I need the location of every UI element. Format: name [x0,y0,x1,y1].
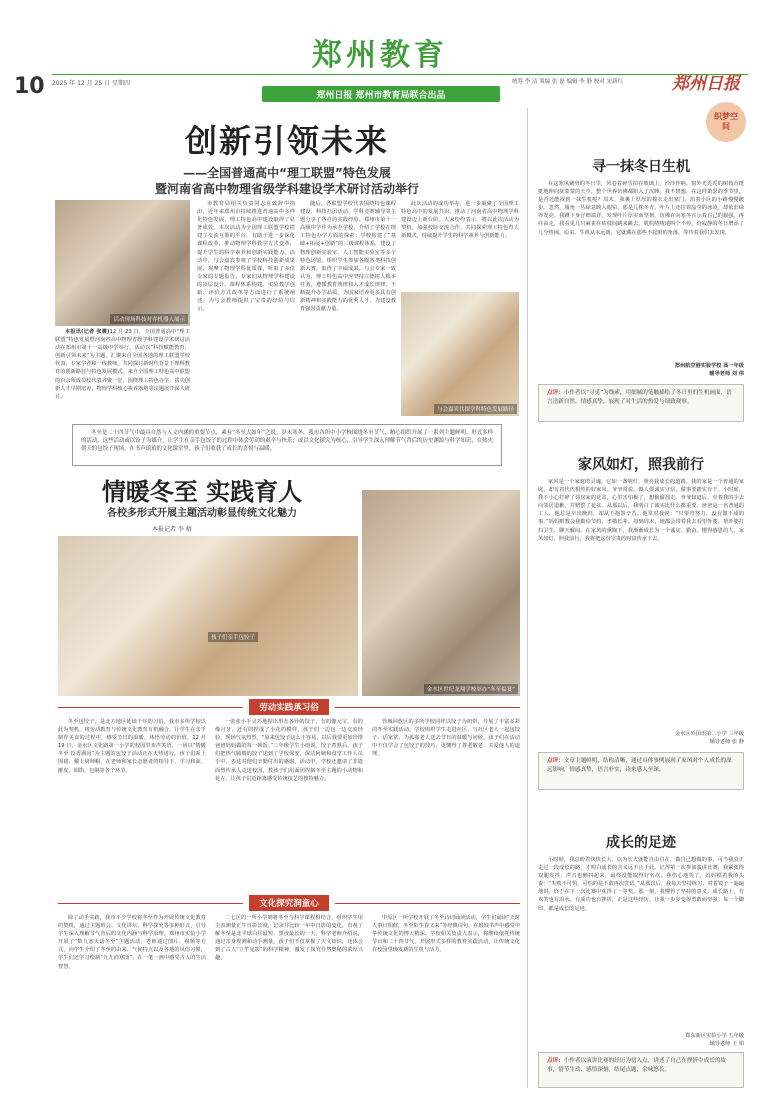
article-body [538,180,744,360]
lead-col-2 [197,200,295,416]
newspaper-logo: 郑州日报 [672,74,740,94]
labor-col-2 [215,718,363,888]
section-header-culture [58,896,520,910]
masthead [0,0,761,108]
teacher: 辅导老师 张 静 [709,739,744,745]
header-green-rule [52,74,748,75]
article-body-text: 小时候，我总盼着快快长大，以为长大就能自由自在，做自己想做的事。可当我真正走过一段成长的路，才明白成长的含义远不止于此。记得第一次参加演讲比赛，我紧张得双腿发抖，声音也颤抖起来，最终没能取得好名次。我伤心地哭了，妈妈摸着我的头说：“失败不可怕，可怕的是不敢再次尝试。”从那以后，我每天坚持练习，对着镜子一遍遍地讲，终于在下一次比赛中获得了一等奖。那一刻，我懂得了坚持的意义。成长路上，有欢笑也有泪水，有成功也有挫折，正是这些经历，让我一步步变得勇敢而坚强。每一个脚印，都是成长的足迹。 [538,857,744,912]
photo-caption: 金水区世纪龙翔学校举办“冬至福宴” [424,684,518,694]
photo-caption: 孩子们亲手包饺子 [208,632,258,642]
culture-col-1-text: 除了动手实践，我市不少学校将冬至作为开展传统文化教育的契机，通过主题班会、文化讲坛、科学探究等多种形式，引导学生深入理解节气背后的文化内涵与科学原理。郑州市实验小学开展了“数九寒天话冬至”主题活动，老师通过图片、视频等方式，向学生介绍了冬至的由来、气候特点以及各地的风俗习惯，学生们还学习绘制“九九消寒图”，在一笔一画中感受古人的生活智慧。 [58,915,206,970]
issue-date: 2025 年 12 月 25 日 星期四 [52,80,130,87]
lead-photo-guests [401,292,519,416]
article-body-text: 在这寒风刺骨的冬日里，风卷着碎雪拍在玻璃上，沙沙作响。窗外光秃秃的树枝直挺挺地伸向灰蒙蒙的天空，整个世界仿佛都陷入了沉睡。我不禁想，在这样萧瑟的季节里，是否还能找到一抹生机呢？周末，我裹上厚厚的棉衣走出家门，沿着小区的小路慢慢踱步。忽然，墙角一丛绿意映入眼帘，那是几株冬青，叶片上还挂着晶莹的冰凌，却依旧绿得发亮。我蹲下身仔细端详，发现叶片厚实而坚韧，仿佛在向寒冬宣示着自己的倔强。再往前走，我看见几只麻雀在枯枝间跳来跳去，叽叽喳喳地叫个不停，给寂静的冬日增添了几分热闹。原来，生机从未远离，它就藏在那些不起眼的角落，等待着我们去发现。 [538,181,744,236]
feature-photo-feast [362,490,520,696]
feature-photo-dumplings [58,536,358,696]
header-band-text: 郑州日报 郑州市教育局联合出品 [316,91,446,101]
column-divider [527,108,528,1088]
feature-intro-box [72,424,502,466]
section-label: 劳动实践承习俗 [249,699,329,715]
lead-article [52,108,522,418]
feature-byline: 本报记者 李 榕 [152,526,192,533]
lead-title: 创新引领未来 [184,122,389,160]
author-block [538,1032,744,1048]
labor-col-3 [372,718,520,888]
labor-col-2-text: 一张张小手灵巧地捏出形态各异的饺子，有的像元宝，有的像月牙，还有的捏成了小花的模样。孩子们一边包一边交流经验，现场气氛热烈。“原来包饺子这么不容易，以后我要更加珍惜爸爸妈妈做的每一顿饭。”三年级学生小雨说。饺子煮熟后，孩子们把热气腾腾的饺子送到了学校保安、保洁阿姨和食堂工作人员手中，表达对他们辛勤付出的感谢。活动中，学校还邀请了非遗面塑传承人走进校园，教孩子们用面团捏制冬至主题的小动物和花卉，让孩子们近距离感受传统技艺的独特魅力。 [215,719,363,782]
photo-caption: 与会嘉宾共探学科特色发展路径 [434,404,517,414]
comment-label: 点评： [547,1058,564,1064]
lead-col-3 [300,200,396,416]
section-header-labor [58,700,520,714]
lead-col-1-text: 12 月 23 日，全国普通高中“理工联盟”特色发展暨河南省高中物理省级学科建设学术研讨活动在郑州市第十一高级中学举行。活动以“科技赋能教育，创新引领未来”为主题，汇聚来自全国各地的理工联盟学校代表、专家学者和一线教师，共同探讨新时代背景下理科教育的创新路径与特色发展模式。来自全国理工特色高中联盟的百余所成员校代表齐聚一堂，围绕理工特色办学、拔尖创新人才早期培养、物理学科核心素养落地等议题展开深入研讨。 [55,329,190,400]
article-body-text: 家风是一个家庭的灵魂，它如一盏明灯，照亮我成长的道路。我的家是一个普通的家庭，却有着代代相传的好家风。爷爷常说，做人要诚实守信，做事要踏实肯干。小时候，我不小心打碎了邻居家的花盆，心里害怕极了，想偷偷溜走。爷爷知道后，牵着我的手去向邻居道歉，并赔偿了花盆。从那以后，我明白了诚实比什么都重要。爸爸是一名普通的工人，他总是早出晚归，却从不抱怨辛苦。他常对我说：“只要肯努力，没有做不成的事。”妈妈则教会我勤俭节约、孝敬长辈。每到周末，她都会带着我去看望外婆，帮外婆打扫卫生、聊天解闷。在家风的熏陶下，我渐渐成长为一个诚实、勤奋、懂得感恩的人。家风如灯，照我前行，我将把这份宝贵的财富传承下去。 [538,479,744,542]
lead-subtitle-2: 暨河南省高中物理省级学科建设学术研讨活动举行 [154,182,419,196]
photo-caption: 活动现场科技对弈机器人展示 [110,314,188,324]
article-title: 寻一抹冬日生机 [592,159,690,175]
teacher: 辅导老师 王 娟 [709,1041,744,1047]
comment-box [538,1052,744,1088]
article-title: 成长的足迹 [606,835,676,851]
comment-text: 文章主题鲜明，结构清晰，通过具体事例展现了家风对个人成长的深远影响，情感真挚，语言朴实，读来感人至深。 [547,758,732,773]
article-body [538,478,744,728]
author: 郑东新区实验小学 五年级 [685,1033,744,1039]
author: 郑州航空港实验学校 高一年级 [674,363,744,369]
labor-col-1 [58,718,206,888]
section-label: 文化探究润童心 [249,895,329,911]
right-column [534,108,748,1088]
lead-col-3-text: 随后，各联盟学校代表围绕特色课程建设、科技社团活动、学科竞赛辅导等主题分享了各自的实践经验。郑州市第十一高级中学作为承办学校，介绍了学校在理工特色办学方面的探索：学校构建了“基础+拓展+创新”的三级课程体系，建设了物理创新实验室、人工智能实验室等多个特色场馆，组织学生参加各级各类科技创新大赛，取得了丰硕成果。与会专家一致认为，理工特色高中应坚持立德树人根本任务，遵循教育规律和人才成长规律，不断提升办学品质，为国家培养更多具有创新精神和实践能力的优秀人才，为建设教育强国贡献力量。 [300,201,396,313]
lead-col-2-text: 市教育局相关负责同志在致辞中指出，近年来郑州市持续推进普通高中多样化特色发展，理工特色高中建设取得了显著成效。本次活动为全国理工联盟学校搭建了交流互鉴的平台，有助于进一步深化课程改革，推动物理学科教学方式变革，提升学生的科学素养和创新实践能力。活动中，与会嘉宾参观了学校科技创新成果展，观摩了物理学科优质课，听取了多位专家的专题报告。专家们从物理学科建设的顶层设计、课程体系构建、实验教学创新、评价方式改革等方面进行了系统阐述，为与会教师提供了宝贵的经验与启示。 [197,201,295,313]
comment-box [538,752,744,790]
lead-col-1 [55,328,190,416]
labor-col-1-text: 冬至包饺子，是北方地区延续千年的习俗。我市多所学校以此为契机，将劳动教育与传统文化教育有机融合，让学生在亲手制作美食的过程中，感受节日的温暖，体悟劳动的价值。12 月 19 日，金水区文化路第一小学的校园里欢声笑语，一场以“情暖冬至 饺香满园”为主题的包饺子活动正在火热进行。孩子们系上围裙、戴上厨师帽，在老师和家长志愿者的指导下，学习和面、擀皮、调馅、包制等各个环节。 [58,719,206,774]
lead-byline: 本报讯(记者 张震) [65,329,110,335]
article-body [538,856,744,1030]
feature-title: 情暖冬至 实践育人 [101,477,303,506]
comment-box [538,384,744,422]
teacher: 辅导老师 刘 伟 [709,371,744,377]
culture-col-1 [58,914,206,1084]
lead-photo-robot [55,200,190,326]
comment-label: 点评： [547,390,564,396]
author-block [538,362,744,378]
winter-feature [52,420,522,1088]
feature-subtitle: 各校多形式开展主题活动彰显传统文化魅力 [107,508,297,519]
lead-col-4-text: 此次活动的成功举办，进一步凝聚了全国理工特色高中的发展共识，推动了河南省高中物理学科建设迈上新台阶。大家纷纷表示，将以此次活动为契机，加强校际交流合作，共同探索理工特色育人新模式，持续提升学生的科学素养与创新能力。 [401,201,519,240]
culture-col-2-text: 二七区的一所小学则将冬至与科学课程相结合，组织学生用圭表测量正午日影长度，记录并比较一年中日影的变化，直观了解冬至是北半球白昼最短、黑夜最长的一天。科学老师介绍说，通过亲身观测和动手测量，孩子们不仅掌握了天文知识，还体会到了古人“立竿见影”的科学精神，激发了探究自然奥秘的浓厚兴趣。 [215,915,363,962]
comment-text: 小作者以演讲比赛的经历为切入点，讲述了自己在挫折中成长的故事，情节生动，感悟深刻，结尾点题，余味悠长。 [547,1058,727,1073]
labor-col-3-text: 管城回族区的多所学校同样以饺子为纽带，开展了丰富多彩的冬至实践活动。学校组织学生走进社区，与社区老人一起包饺子、话家常，为孤寡老人送去节日的温暖与问候。孩子们在活动中不仅学会了包饺子的技巧，更懂得了尊老敬老、关爱他人的道理。 [372,719,520,758]
lead-subtitle-1: ——全国普通高中“理工联盟”特色发展 [183,166,391,180]
credits: 统筹 李 洁 策编 张 磊 编辑 李 静 校对 宋新红 [512,79,623,85]
author-block [538,730,744,746]
section-title: 郑州教育 [312,38,448,73]
corner-tag [706,102,746,142]
comment-text: 小作者以“寻觅”为线索，用细腻的笔触描绘了冬日里的生机画面，语言清新自然，情感真挚，展现了对生活的热爱与细致观察。 [547,390,732,405]
lead-col-4 [401,200,519,290]
article-title: 家风如灯，照我前行 [578,457,704,473]
author: 金水区外国语第二小学 三年级 [674,731,744,737]
culture-col-3 [372,914,520,1084]
feature-intro: 冬至是二十四节气中最具自然与人文内涵的重要节点，素有“冬至大如年”之说。岁末寒冬，我市各所中小学校围绕冬至节气，精心组织开展了一系列主题鲜明、形式多样的活动。这些活动或以饺子为媒介，让学生在亲手包饺子的过程中体会劳动的艰辛与快乐；或以文化探究为核心，引导学生深入理解节气背后的历史渊源与科学知识，在热火朝天的包饺子现场，在书声琅琅的文化课堂里，孩子们收获了成长的喜悦与温暖。 [81,430,493,452]
comment-label: 点评： [547,758,564,764]
corner-tag-text: 织梦空间 [714,112,738,131]
culture-col-2 [215,914,363,1084]
culture-col-3-text: 中原区一所学校开展了冬至诗词诵读活动，学生们诵读“天时人事日相催，冬至阳生春又来”等经典诗句，在琅琅书声中感受中华传统文化的博大精深。学校相关负责人表示，将继续依托传统节日和二十四节气，开展形式多样的教育实践活动，让传统文化在校园里焕发新的生机与活力。 [372,915,520,954]
page-number: 10 [14,74,45,99]
